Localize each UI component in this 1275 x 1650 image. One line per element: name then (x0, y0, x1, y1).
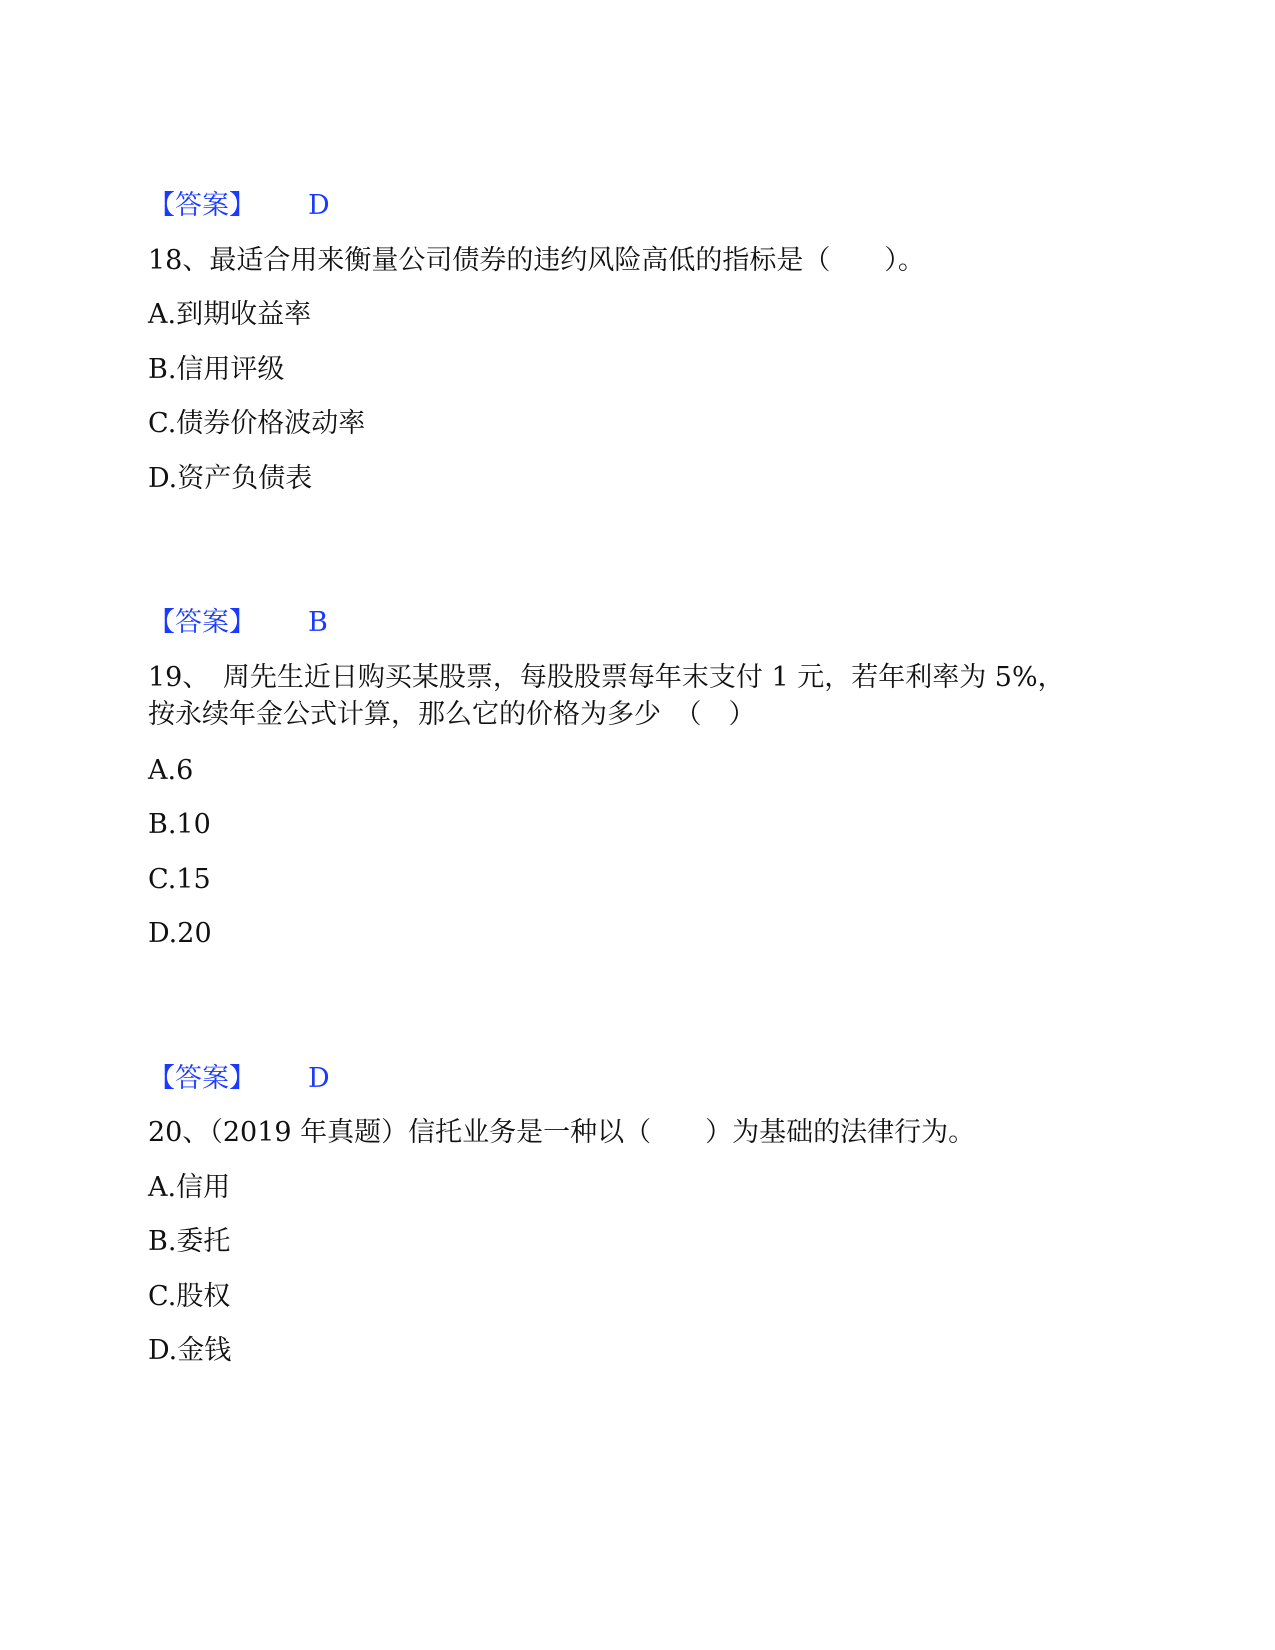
question-19-text-line-2: 按永续年金公式计算，那么它的价格为多少 （ ） (148, 699, 756, 730)
question-18-option-b: B.信用评级 (148, 354, 285, 385)
answer-label: 【答案】 (148, 607, 256, 638)
answer-label: 【答案】 (148, 190, 256, 221)
answer-label: 【答案】 (148, 1063, 256, 1094)
answer-value: B (308, 607, 328, 638)
answer-row-19 (148, 1061, 548, 1097)
question-19-option-a: A.6 (148, 755, 194, 786)
question-20-text: 20、（2019 年真题）信托业务是一种以（ ）为基础的法律行为。 (148, 1117, 976, 1148)
question-18-text: 18、最适合用来衡量公司债券的违约风险高低的指标是（ ）。 (148, 245, 925, 276)
answer-row-18 (148, 605, 548, 641)
answer-value: D (308, 190, 330, 221)
question-18-option-c: C.债券价格波动率 (148, 408, 366, 439)
question-18-option-a: A.到期收益率 (148, 299, 312, 330)
question-19-option-d: D.20 (148, 918, 212, 949)
question-19-option-b: B.10 (148, 809, 211, 840)
answer-row-17 (148, 188, 548, 224)
question-19-option-c: C.15 (148, 864, 211, 895)
answer-value: D (308, 1063, 330, 1094)
question-20-option-d: D.金钱 (148, 1335, 232, 1366)
question-20-option-c: C.股权 (148, 1281, 231, 1312)
question-18-option-d: D.资产负债表 (148, 463, 313, 494)
question-20-option-a: A.信用 (148, 1172, 231, 1203)
question-19-text-line-1: 19、 周先生近日购买某股票，每股股票每年末支付 1 元，若年利率为 5%， (148, 662, 1065, 693)
question-20-option-b: B.委托 (148, 1226, 231, 1257)
